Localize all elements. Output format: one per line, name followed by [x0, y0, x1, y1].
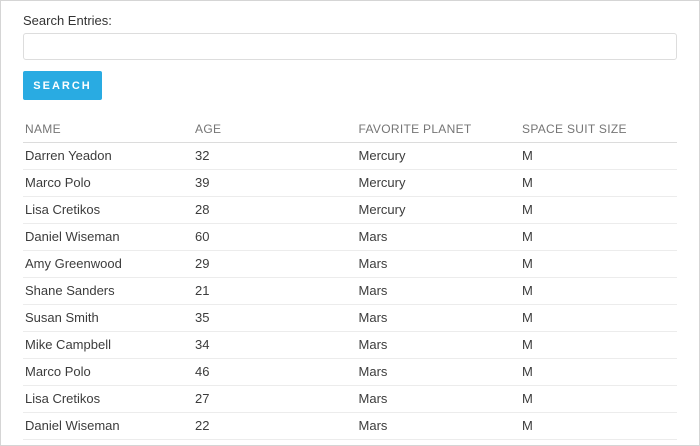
- cell-name: Lisa Cretikos: [23, 386, 193, 413]
- cell-name: Amy Greenwood: [23, 251, 193, 278]
- table-header-row: [23, 116, 677, 143]
- table-row: [23, 170, 677, 197]
- cell-name: Daniel Wiseman: [23, 224, 193, 251]
- table-row: [23, 305, 677, 332]
- cell-name: Mike Campbell: [23, 332, 193, 359]
- cell-space-suit-size: M: [520, 224, 677, 251]
- table-row: [23, 278, 677, 305]
- cell-favorite-planet: Mars: [357, 278, 521, 305]
- search-button[interactable]: SEARCH: [23, 71, 102, 100]
- cell-age: 21: [193, 278, 357, 305]
- cell-age: 39: [193, 170, 357, 197]
- entries-table: [23, 116, 677, 440]
- cell-age: 60: [193, 224, 357, 251]
- cell-name: Marco Polo: [23, 170, 193, 197]
- cell-age: 29: [193, 251, 357, 278]
- cell-space-suit-size: M: [520, 170, 677, 197]
- table-row: [23, 386, 677, 413]
- table-body: [23, 143, 677, 440]
- column-header-favorite-planet: FAVORITE PLANET: [357, 116, 521, 143]
- cell-space-suit-size: M: [520, 143, 677, 170]
- cell-favorite-planet: Mercury: [357, 197, 521, 224]
- cell-space-suit-size: M: [520, 251, 677, 278]
- cell-age: 22: [193, 413, 357, 440]
- table-row: [23, 332, 677, 359]
- cell-name: Susan Smith: [23, 305, 193, 332]
- cell-age: 34: [193, 332, 357, 359]
- cell-name: Shane Sanders: [23, 278, 193, 305]
- cell-space-suit-size: M: [520, 332, 677, 359]
- cell-age: 28: [193, 197, 357, 224]
- cell-space-suit-size: M: [520, 413, 677, 440]
- table-row: [23, 224, 677, 251]
- table-header: [23, 116, 677, 143]
- search-input[interactable]: [23, 33, 677, 60]
- cell-space-suit-size: M: [520, 278, 677, 305]
- cell-name: Darren Yeadon: [23, 143, 193, 170]
- table-row: [23, 251, 677, 278]
- cell-name: Lisa Cretikos: [23, 197, 193, 224]
- cell-age: 35: [193, 305, 357, 332]
- search-entries-label: Search Entries:: [23, 13, 112, 28]
- column-header-name: NAME: [23, 116, 193, 143]
- cell-space-suit-size: M: [520, 386, 677, 413]
- cell-space-suit-size: M: [520, 305, 677, 332]
- cell-favorite-planet: Mars: [357, 251, 521, 278]
- cell-age: 27: [193, 386, 357, 413]
- cell-name: Marco Polo: [23, 359, 193, 386]
- cell-space-suit-size: M: [520, 359, 677, 386]
- table-row: [23, 143, 677, 170]
- cell-favorite-planet: Mars: [357, 305, 521, 332]
- table-row: [23, 197, 677, 224]
- cell-favorite-planet: Mercury: [357, 170, 521, 197]
- cell-favorite-planet: Mars: [357, 413, 521, 440]
- cell-favorite-planet: Mars: [357, 224, 521, 251]
- cell-age: 32: [193, 143, 357, 170]
- cell-age: 46: [193, 359, 357, 386]
- column-header-age: AGE: [193, 116, 357, 143]
- table-row: [23, 413, 677, 440]
- cell-favorite-planet: Mars: [357, 359, 521, 386]
- column-header-space-suit-size: SPACE SUIT SIZE: [520, 116, 677, 143]
- cell-space-suit-size: M: [520, 197, 677, 224]
- cell-name: Daniel Wiseman: [23, 413, 193, 440]
- cell-favorite-planet: Mercury: [357, 143, 521, 170]
- cell-favorite-planet: Mars: [357, 386, 521, 413]
- cell-favorite-planet: Mars: [357, 332, 521, 359]
- table-row: [23, 359, 677, 386]
